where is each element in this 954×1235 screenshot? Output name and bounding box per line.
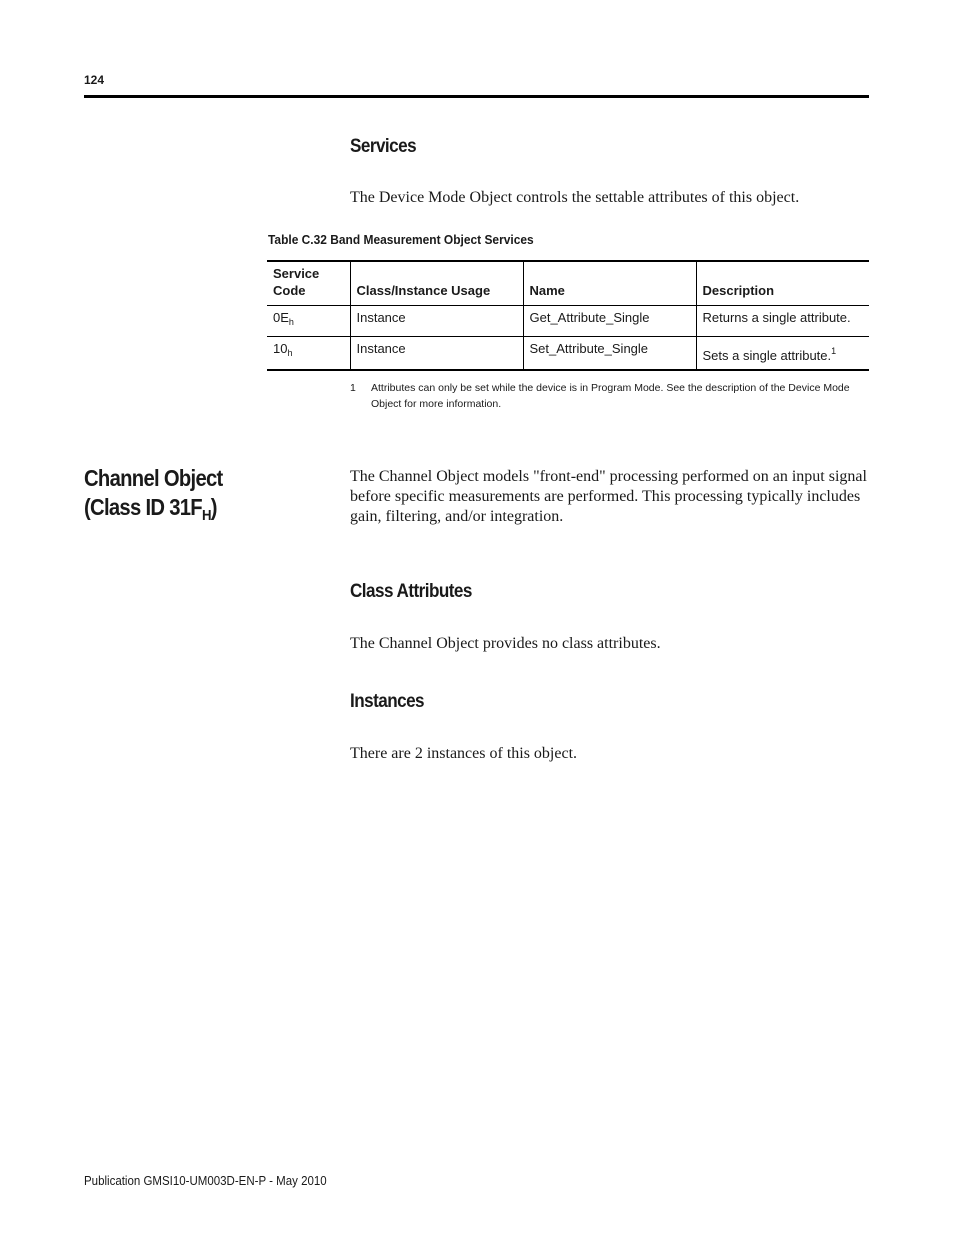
- header-rule: [84, 95, 869, 98]
- code-subscript: h: [288, 317, 294, 327]
- footnote-number: 1: [350, 382, 356, 394]
- header-name: Name: [523, 261, 696, 306]
- services-table: [267, 260, 869, 371]
- instances-text: There are 2 instances of this object.: [350, 745, 578, 762]
- footnote-ref: 1: [831, 346, 837, 356]
- table-row: [267, 337, 869, 371]
- title-line2-prefix: (Class ID 31F: [84, 494, 202, 520]
- class-attributes-text: The Channel Object provides no class attributes.: [350, 635, 661, 652]
- channel-object-intro: The Channel Object models "front-end" processing performed on an input signal before specific measurements are performed. This processing typically includes gain, filtering, and/or integration.: [350, 468, 867, 525]
- header-description: Description: [696, 261, 869, 306]
- cell-code: [267, 306, 350, 337]
- title-line1: Channel Object: [84, 465, 223, 491]
- header-usage: Class/Instance Usage: [350, 261, 523, 306]
- footer-publication: Publication GMSI10-UM003D-EN-P - May 2010: [84, 1174, 327, 1188]
- services-intro: The Device Mode Object controls the settable attributes of this object.: [350, 189, 800, 206]
- cell-usage: Instance: [350, 337, 523, 371]
- code-subscript: h: [287, 348, 293, 358]
- channel-object-title: [84, 464, 223, 530]
- page-number: 124: [84, 73, 105, 87]
- code-value: 0E: [273, 310, 289, 325]
- table-header-row: [267, 261, 869, 306]
- description-text: Sets a single attribute.: [702, 348, 832, 363]
- cell-name: Get_Attribute_Single: [523, 306, 696, 337]
- code-value: 10: [273, 341, 288, 356]
- table-caption: Table C.32 Band Measurement Object Services: [268, 232, 534, 247]
- cell-name: Set_Attribute_Single: [523, 337, 696, 371]
- header-service-code: [267, 261, 350, 306]
- footnote-text: Attributes can only be set while the device is in Program Mode. See the description of the Device Mode Object for more information.: [371, 382, 850, 410]
- header-service-code-line1: Service: [273, 266, 320, 281]
- cell-description: [696, 306, 869, 337]
- title-line2-suffix: ): [210, 494, 217, 520]
- title-subscript: H: [201, 507, 211, 524]
- table-row: [267, 306, 869, 337]
- instances-heading: Instances: [350, 691, 425, 712]
- footnote: [350, 380, 870, 412]
- services-heading: Services: [350, 136, 417, 157]
- cell-code: [267, 337, 350, 371]
- description-text: Returns a single attribute.: [702, 310, 851, 325]
- header-service-code-line2: Code: [273, 283, 306, 298]
- cell-usage: Instance: [350, 306, 523, 337]
- class-attributes-heading: Class Attributes: [350, 581, 472, 602]
- cell-description: [696, 337, 869, 371]
